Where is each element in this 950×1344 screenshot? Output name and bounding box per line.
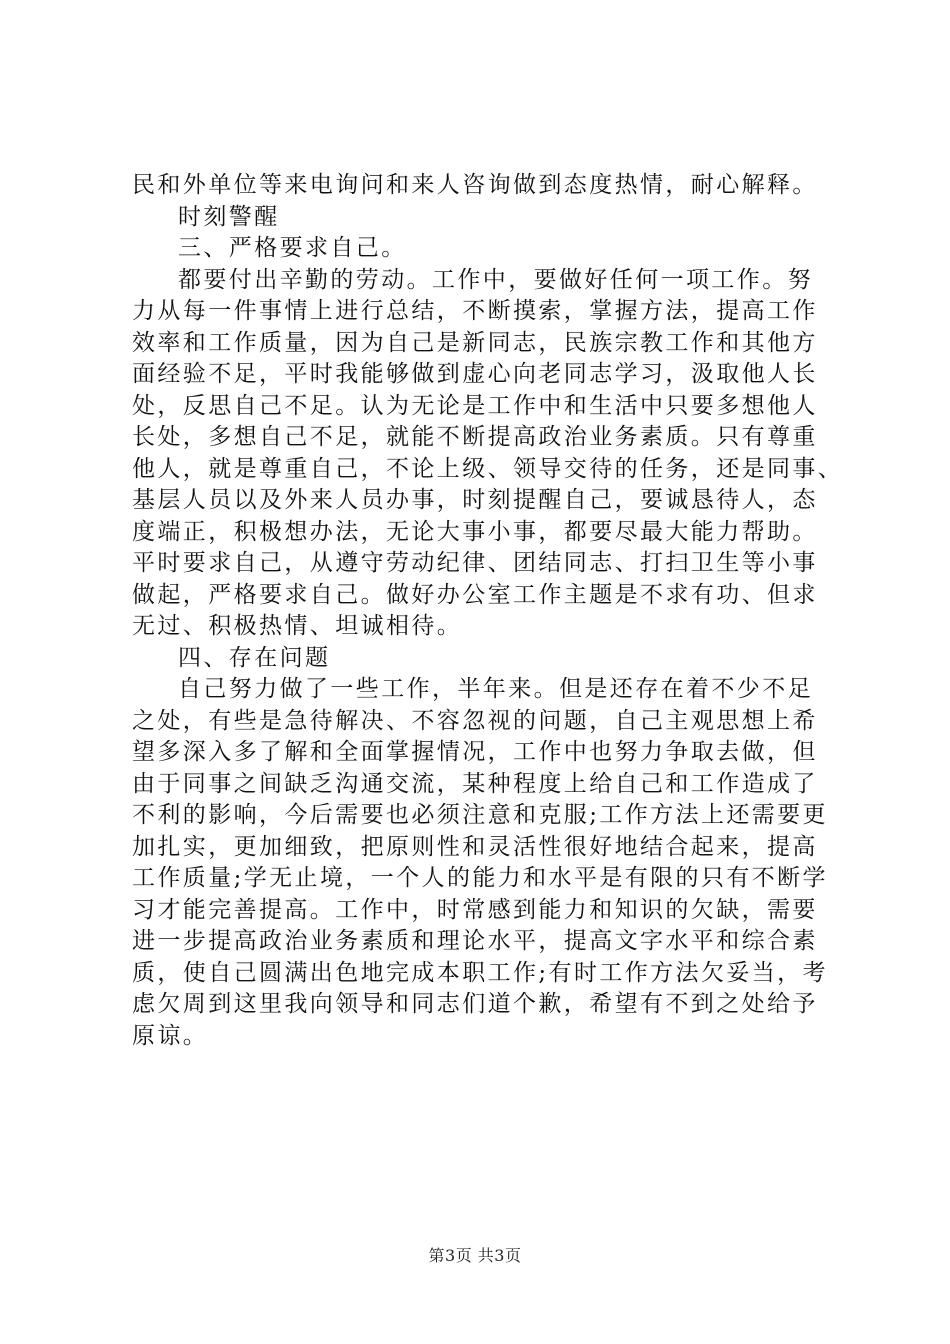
text-line: 他人，就是尊重自己，不论上级、领导交待的任务，还是同事、 <box>132 455 844 482</box>
text-line: 之处，有些是急待解决、不容忽视的问题，自己主观思想上希 <box>132 707 818 734</box>
text-line: 无过、积极热情、坦诚相待。 <box>132 613 463 639</box>
text-line: 不利的影响，今后需要也必须注意和克服;工作方法上还需要更 <box>132 802 828 828</box>
text-line: 力从每一件事情上进行总结，不断摸索，掌握方法，提高工作 <box>132 298 818 324</box>
text-line: 都要付出辛勤的劳动。工作中，要做好任何一项工作。努 <box>178 266 813 293</box>
text-line: 工作质量;学无止境，一个人的能力和水平是有限的只有不断学 <box>132 865 828 891</box>
text-line: 度端正，积极想办法，无论大事小事，都要尽最大能力帮助。 <box>132 518 818 545</box>
text-line: 虑欠周到这里我向领导和同志们道个歉，希望有不到之处给予 <box>132 991 818 1017</box>
text-line: 民和外单位等来电询问和来人咨询做到态度热情，耐心解释。 <box>132 172 818 198</box>
text-line: 自己努力做了一些工作，半年来。但是还存在着不少不足 <box>178 676 813 702</box>
text-line: 平时要求自己，从遵守劳动纪律、团结同志、打扫卫生等小事 <box>132 550 818 576</box>
page-number-footer: 第3页 共3页 <box>428 1246 522 1265</box>
text-line: 处，反思自己不足。认为无论是工作中和生活中只要多想他人 <box>132 392 818 419</box>
text-line: 加扎实，更加细致，把原则性和灵活性很好地结合起来，提高 <box>132 833 818 860</box>
text-line: 做起，严格要求自己。做好办公室工作主题是不求有功、但求 <box>132 581 818 608</box>
text-line: 习才能完善提高。工作中，时常感到能力和知识的欠缺，需要 <box>132 896 818 923</box>
text-line: 时刻警醒 <box>178 203 280 230</box>
text-line: 基层人员以及外来人员办事，时刻提醒自己，要诚恳待人，态 <box>132 487 818 513</box>
section-heading: 三、严格要求自己。 <box>178 235 407 261</box>
text-line: 由于同事之间缺乏沟通交流，某种程度上给自己和工作造成了 <box>132 770 818 797</box>
text-line: 望多深入多了解和全面掌握情况，工作中也努力争取去做，但 <box>132 739 818 765</box>
section-heading: 四、存在问题 <box>178 644 331 671</box>
text-line: 面经验不足，平时我能够做到虚心向老同志学习，汲取他人长 <box>132 361 818 387</box>
text-line: 质，使自己圆满出色地完成本职工作;有时工作方法欠妥当，考 <box>132 959 828 986</box>
text-line: 进一步提高政治业务素质和理论水平，提高文字水平和综合素 <box>132 928 818 954</box>
text-line: 效率和工作质量，因为自己是新同志，民族宗教工作和其他方 <box>132 329 818 356</box>
text-line: 长处，多想自己不足，就能不断提高政治业务素质。只有尊重 <box>132 424 818 450</box>
document-body <box>132 170 844 1052</box>
text-line: 原谅。 <box>132 1022 209 1049</box>
